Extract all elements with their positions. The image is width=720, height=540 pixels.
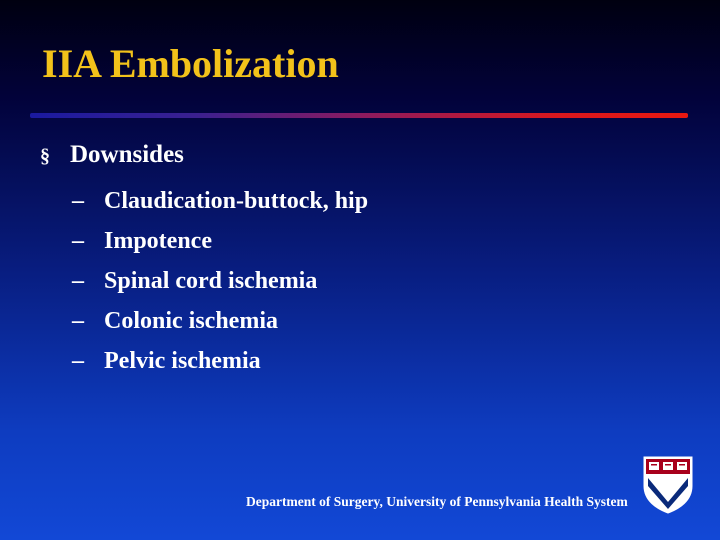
list-item bbox=[72, 221, 368, 261]
dash-marker: – bbox=[72, 228, 84, 254]
list-item-text: Spinal cord ischemia bbox=[104, 268, 318, 294]
dash-marker: – bbox=[72, 348, 84, 374]
dash-marker: – bbox=[72, 308, 84, 334]
list-item-text: Impotence bbox=[104, 228, 212, 254]
dash-marker: – bbox=[72, 268, 84, 294]
slide-title: IIA Embolization bbox=[42, 41, 339, 86]
main-bullet-text: Downsides bbox=[70, 141, 184, 168]
section-marker: § bbox=[40, 145, 50, 167]
list-item bbox=[72, 341, 368, 381]
title-divider bbox=[30, 113, 688, 118]
footer-text: Department of Surgery, University of Pennsylvania Health System bbox=[246, 494, 628, 509]
list-item-text: Pelvic ischemia bbox=[104, 348, 261, 374]
list-item-text: Claudication-buttock, hip bbox=[104, 188, 369, 214]
list-item bbox=[72, 301, 368, 341]
penn-shield-icon bbox=[643, 456, 693, 514]
list-item bbox=[72, 261, 368, 301]
list-item bbox=[72, 181, 368, 221]
main-bullet bbox=[40, 141, 184, 169]
sub-bullet-list bbox=[72, 181, 368, 381]
dash-marker: – bbox=[72, 188, 84, 214]
list-item-text: Colonic ischemia bbox=[104, 308, 278, 334]
